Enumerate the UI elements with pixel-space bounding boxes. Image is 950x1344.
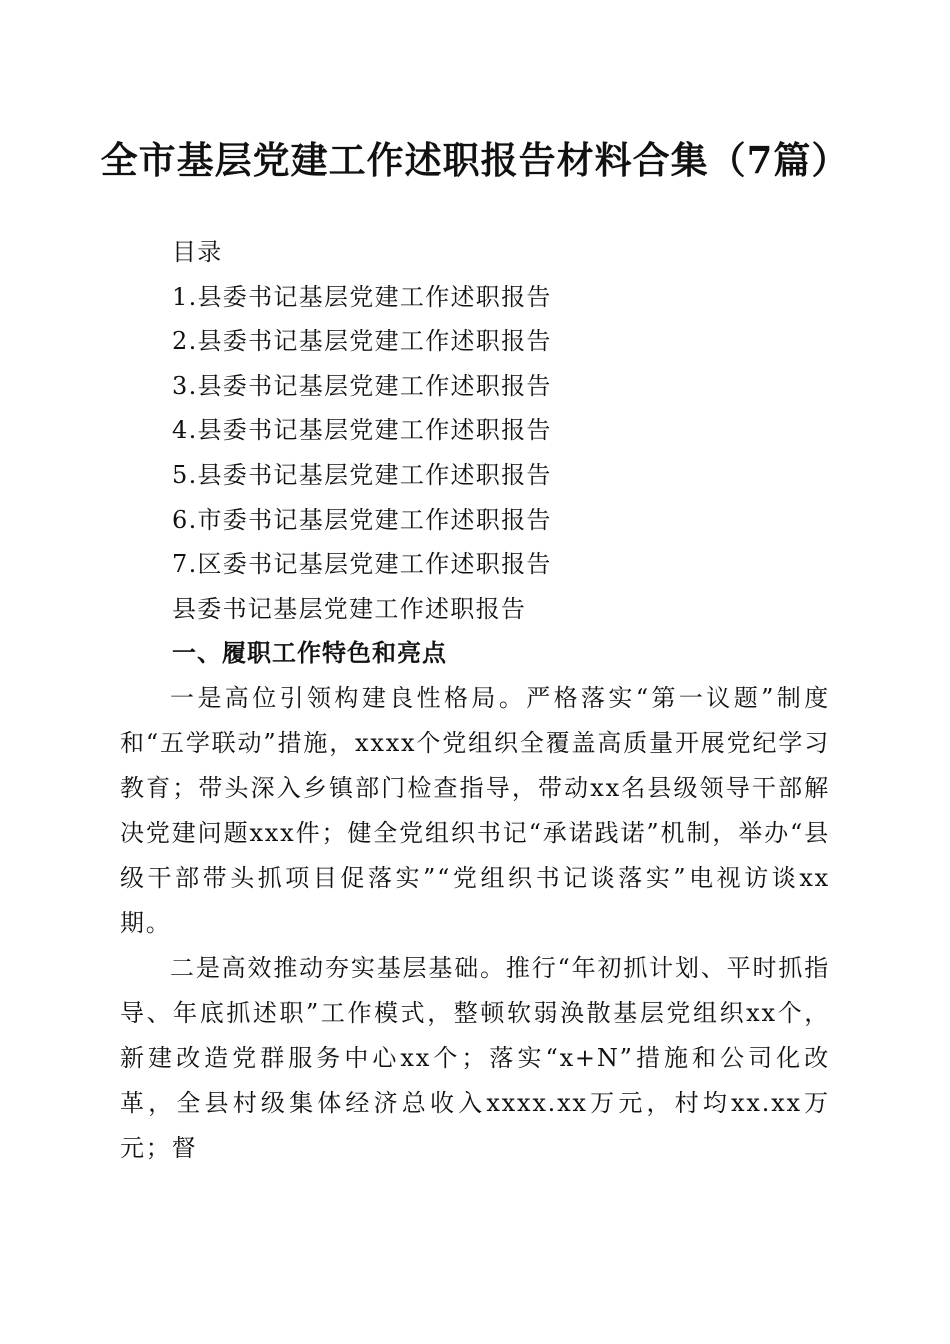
article-title: 县委书记基层党建工作述职报告	[172, 594, 527, 623]
toc-item: 6.市委书记基层党建工作述职报告	[172, 505, 552, 534]
toc-item: 4.县委书记基层党建工作述职报告	[172, 416, 552, 445]
toc-item: 1.县委书记基层党建工作述职报告	[172, 282, 552, 311]
toc-item: 7.区委书记基层党建工作述职报告	[172, 550, 552, 579]
article-body	[120, 676, 830, 1171]
body-paragraph: 一是高位引领构建良性格局。严格落实“第一议题”制度和“五学联动”措施，xxxx个党组织全覆盖高质量开展党纪学习教育；带头深入乡镇部门检查指导，带动xx名县级领导干部解决党建问题xxx件；健全党组织书记“承诺践诺”机制，举办“县级干部带头抓项目促落实”“党组织书记谈落实”电视访谈xx期。	[120, 684, 830, 937]
table-of-contents	[172, 230, 872, 676]
toc-item: 2.县委书记基层党建工作述职报告	[172, 327, 552, 356]
body-paragraph: 二是高效推动夯实基层基础。推行“年初抓计划、平时抓指导、年底抓述职”工作模式，整顿软弱涣散基层党组织xx个，新建改造党群服务中心xx个；落实“x+N”措施和公司化改革，全县村级集体经济总收入xxxx.xx万元，村均xx.xx万元；督	[120, 954, 830, 1162]
document-title: 全市基层党建工作述职报告材料合集（7篇）	[100, 138, 850, 182]
toc-heading: 目录	[172, 238, 223, 266]
toc-item: 5.县委书记基层党建工作述职报告	[172, 460, 552, 489]
section-heading: 一、履职工作特色和亮点	[172, 639, 447, 668]
toc-item: 3.县委书记基层党建工作述职报告	[172, 371, 552, 400]
